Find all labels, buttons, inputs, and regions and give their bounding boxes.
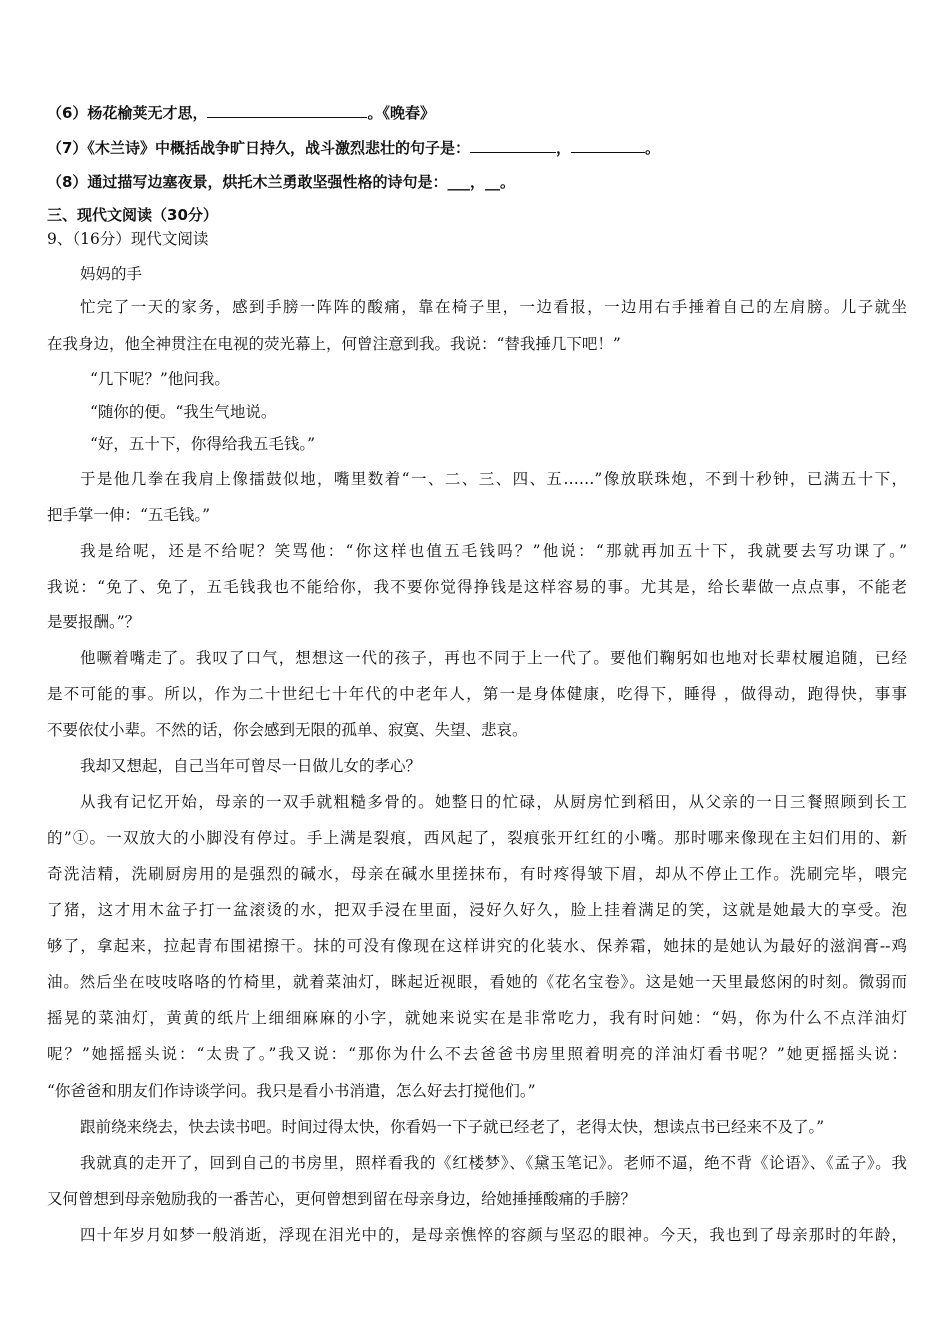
question-6 <box>47 103 907 123</box>
passage-line: 油。然后坐在吱吱咯咯的竹椅里，就着菜油灯，眯起近视眼，看她的《花名宝卷》。这是她一天里最悠闲的时刻。微弱而 <box>47 973 907 991</box>
item-label: 9、（16分）现代文阅读 <box>47 230 209 248</box>
question-6-text: （6）杨花榆荚无才思， <box>47 104 208 122</box>
passage-line: 我说：“免了、免了，五毛钱我也不能给你，我不要你觉得挣钱是这样容易的事。尤其是，给长辈做一点点事，不能老 <box>47 578 907 596</box>
passage-line: 我就真的走开了，回到自己的书房里，照样看我的《红楼梦》、《黛玉笔记》。老师不逼，绝不背《论语》、《孟子》。我 <box>80 1154 907 1172</box>
question-8-text: （8）通过描写边塞夜景，烘托木兰勇敢坚强性格的诗句是：___，__。 <box>47 173 515 191</box>
question-7-end: 。 <box>644 139 660 157</box>
passage-line: “随你的便。“我生气地说。 <box>90 403 277 421</box>
passage-line: 了猪，这才用木盆子打一盆滚烫的水，把双手浸在里面，浸好久好久，脸上挂着满足的笑，这就是她最大的享受。泡 <box>47 901 907 919</box>
question-7 <box>47 138 907 158</box>
passage-line: 又何曾想到母亲勉励我的一番苦心，更何曾想到留在母亲身边，给她捶捶酸痛的手膀？ <box>47 1190 637 1208</box>
answer-blank-7a[interactable] <box>470 138 556 153</box>
passage-line: 忙完了一天的家务，感到手膀一阵阵的酸痛，靠在椅子里，一边看报，一边用右手捶着自己的左肩膀。儿子就坐 <box>80 298 907 316</box>
passage-line: 于是他几拳在我肩上像擂鼓似地，嘴里数着“一、二、三、四、五……”像放联珠炮，不到十秒钟，已满五十下， <box>80 470 907 488</box>
answer-blank-7b[interactable] <box>571 138 645 153</box>
passage-line: 我却又想起，自己当年可曾尽一日做儿女的孝心？ <box>80 757 422 775</box>
question-6-source: 。《晚春》 <box>367 104 435 122</box>
passage-line: 四十年岁月如梦一般消逝，浮现在泪光中的，是母亲憔悴的容颜与坚忍的眼神。今天，我也到了母亲那时的年龄， <box>80 1226 907 1244</box>
question-7-separator: ， <box>555 139 571 157</box>
passage-line: 跟前绕来绕去，快去读书吧。时间过得太快，你看妈一下子就已经老了，老得太快，想读点书已经来不及了。” <box>80 1118 825 1136</box>
passage-line: 在我身边，他全神贯注在电视的荧光幕上，何曾注意到我。我说：“替我捶几下吧！” <box>47 335 621 353</box>
question-7-text: （7）《木兰诗》中概括战争旷日持久，战斗激烈悲壮的句子是： <box>47 139 470 157</box>
passage-line: “几下呢？”他问我。 <box>90 370 230 388</box>
question-8 <box>47 172 907 192</box>
passage-line: 够了，拿起来，拉起青布围裙擦干。抹的可没有像现在这样讲究的化装水、保养霜，她抹的是她认为最好的滋润膏--鸡 <box>47 937 907 955</box>
answer-blank-6[interactable] <box>207 103 367 118</box>
passage-line: 摇晃的菜油灯，黄黄的纸片上细细麻麻的小字，就她来说实在是非常吃力，我有时问她：“妈，你为什么不点洋油灯 <box>47 1009 907 1027</box>
passage-line: 我是给呢，还是不给呢？笑骂他：“你这样也值五毛钱吗？”他说：“那就再加五十下，我就要去写功课了。” <box>80 542 907 560</box>
passage-line: “你爸爸和朋友们作诗谈学问。我只是看小书消遣，怎么好去打搅他们。” <box>47 1082 536 1100</box>
section-heading: 三、现代文阅读（30分） <box>47 206 218 224</box>
passage-title: 妈妈的手 <box>80 265 143 283</box>
passage-line: 把手掌一伸：“五毛钱。” <box>47 506 211 524</box>
passage-line: 呢？”她摇摇头说：“太贵了。”我又说：“那你为什么不去爸爸书房里照着明亮的洋油灯看书呢？”她更摇摇头说： <box>47 1045 907 1063</box>
passage-line: “好，五十下，你得给我五毛钱。” <box>90 435 316 453</box>
passage-line: 是要报酬。”？ <box>47 613 141 631</box>
passage-line: 从我有记忆开始，母亲的一双手就粗糙多骨的。她整日的忙碌，从厨房忙到稻田，从父亲的一日三餐照顾到长工 <box>80 793 907 811</box>
passage-line: 他噘着嘴走了。我叹了口气，想想这一代的孩子，再也不同于上一代了。要他们鞠躬如也地对长辈杖履追随，已经 <box>80 649 907 667</box>
passage-line: 的”①。一双放大的小脚没有停过。手上满是裂痕，西风起了，裂痕张开红红的小嘴。那时哪来像现在主妇们用的、新 <box>47 829 907 847</box>
passage-line: 奇洗洁精，洗刷厨房用的是强烈的碱水，母亲在碱水里搓抹布，有时疼得皱下眉，却从不停止工作。洗刷完毕，喂完 <box>47 865 907 883</box>
passage-line: 不要依仗小辈。不然的话，你会感到无限的孤单、寂寞、失望、悲哀。 <box>47 721 528 739</box>
passage-line: 是不可能的事。所以，作为二十世纪七十年代的中老年人，第一是身体健康，吃得下，睡得 ，做得动，跑得快，事事 <box>47 685 907 703</box>
